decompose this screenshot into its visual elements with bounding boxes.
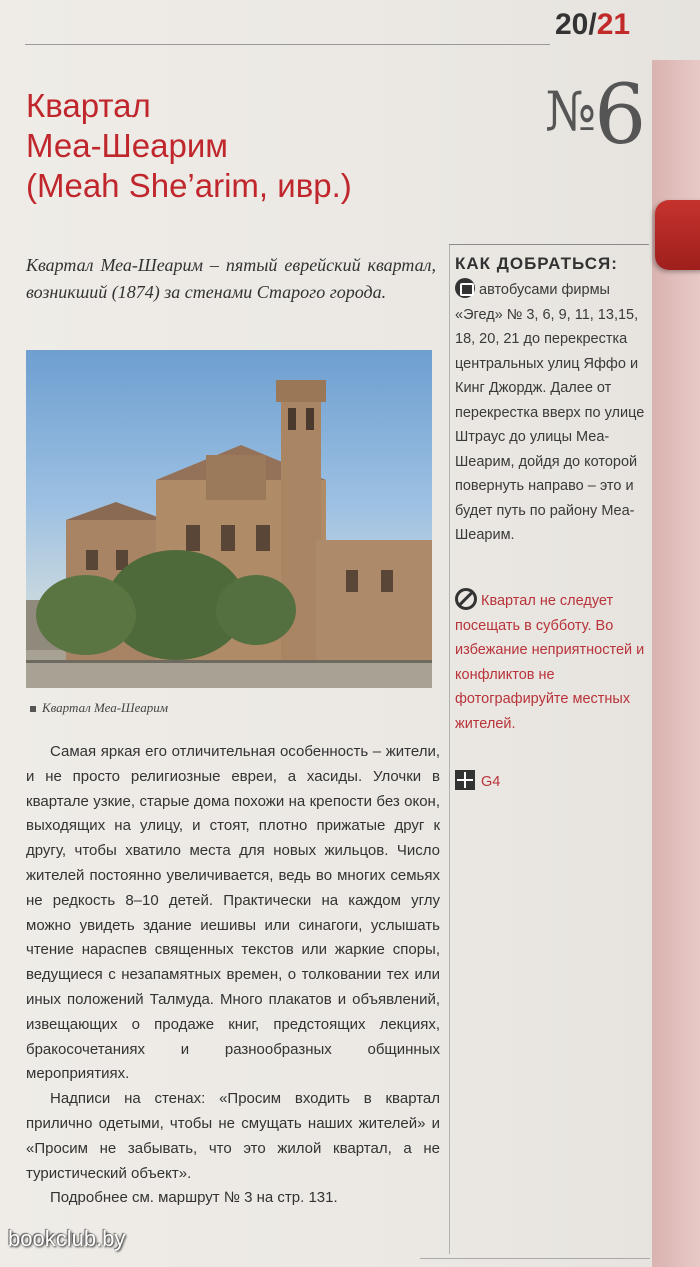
page-current: 20 [555,8,589,41]
page-next: 21 [596,8,631,41]
page-separator: / [588,8,597,41]
sidebar-heading: КАК ДОБРАТЬСЯ: [455,254,618,273]
watermark: bookclub.by [8,1226,126,1251]
prohibited-icon [455,588,477,610]
title-line-1: Квартал [26,87,151,124]
body-paragraph-2: Надписи на стенах: «Просим входить в квартал прилично одетыми, чтобы не смущать наших жителей» и «Просим не забывать, что это жилой квартал, а не туристический объект». [26,1090,440,1182]
warning-text: Квартал не следует посещать в субботу. Во избежание неприятностей и конфликтов не фотографируйте местных жителей. [455,593,645,732]
map-reference [455,770,500,790]
header-rule [25,44,550,45]
body-paragraph-3: Подробнее см. маршрут № 3 на стр. 131. [50,1189,338,1207]
title-line-3: (Meah She’arim, ивр.) [26,167,352,204]
caption-bullet-icon [30,706,36,712]
lead-paragraph: Квартал Меа-Шеарим – пятый еврейский квартал, возникший (1874) за стенами Старого города. [26,255,436,302]
directions-text: автобусами фирмы «Эгед» № 3, 6, 9, 11, 13,15, 18, 20, 21 до перекрестка центральных улиц Яффо и Кинг Джордж. Далее от перекрестка вверх по улице Штраус до улицы Меа-Шеарим, дойдя до которой повернуть направо – это и будет путь по району Меа-Шеарим. [455,282,645,543]
sidebar-divider [449,244,450,1254]
sidebar-top-rule [449,244,649,245]
sidebar-warning [455,588,650,736]
body-paragraph-1: Самая яркая его отличительная особенность – жители, и не просто религиозные евреи, а хасиды. Улочки в квартале узкие, старые дома похожи на крепости без окон, выходящих на улицу, и стоят, плотно прижатые друг к другу, чтобы хватило места для новых жильцов. Число жителей постоянно увеличивается, ведь во многих семьях не редкость 8–10 детей. Практически на каждом углу можно увидеть здание иешивы или синагоги, услышать чтение нараспев священных текстов или жаркие споры, ведущиеся с незапамятных времен, о толковании тех или иных положений Талмуда. Много плакатов и объявлений, извещающих о продаже книг, предстоящих лекциях, бракосочетаниях и разнообразных общинных мероприятиях. [26,743,440,1083]
article-body [26,740,440,1211]
map-ref-text: G4 [481,774,501,790]
entry-number [545,68,644,163]
photo-caption [30,700,168,716]
caption-text: Квартал Меа-Шеарим [42,700,169,715]
footer-rule [420,1258,650,1259]
photo-mea-shearim [26,350,432,688]
page-number [555,8,630,42]
bus-icon [455,278,475,298]
section-tab-marker [655,200,700,270]
building-illustration [26,350,432,688]
sidebar-directions [455,278,648,548]
number-sign: № [545,80,595,143]
number-value: 6 [594,68,645,163]
page-title [26,86,446,206]
map-grid-icon [455,770,475,790]
title-line-2: Меа-Шеарим [26,127,228,164]
